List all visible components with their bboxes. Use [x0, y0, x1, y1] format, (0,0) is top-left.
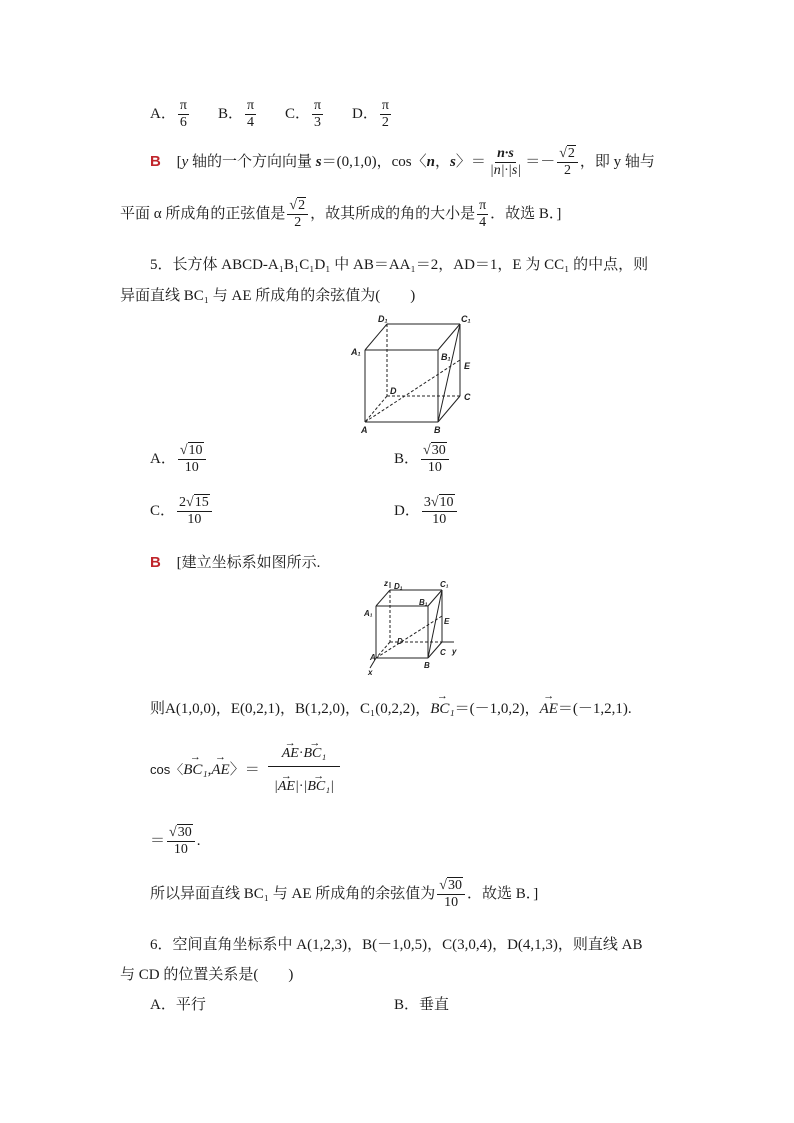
label-d: D: [397, 637, 403, 646]
label-a: A: [361, 425, 368, 435]
label-z: z: [384, 579, 388, 588]
q5-option-b: B． $\frac{√30}{10}$: [394, 443, 451, 476]
q6-stem-line2: 与 CD 的位置关系是( ): [120, 967, 294, 983]
label-a1: A₁: [364, 609, 373, 618]
q5-option-a: A． $\frac{√10}{10}$: [150, 443, 208, 476]
option-label: A．: [150, 105, 176, 122]
answer-letter: B: [150, 554, 161, 571]
cuboid-figure: [345, 312, 480, 437]
fraction: $\frac{\pi}{4}$: [479, 198, 487, 230]
option-label: C．: [285, 105, 311, 122]
label-a: A: [370, 653, 376, 662]
q6-option-b: B．垂直: [394, 997, 450, 1013]
q4-option-c: [285, 98, 325, 131]
q4-answer-line1: B [y 轴的一个方向向量 s＝(0,1,0)，cos〈n，s〉＝ $\frac{n\cdot s}{|n|\cdot|s|}$ ＝－ $\frac{√2}{2}$ ，即 y 轴与: [150, 146, 655, 178]
label-e: E: [444, 617, 450, 626]
q6-stem-line1: 6．空间直角坐标系中 A(1,2,3)，B(－1,0,5)，C(3,0,4)，D(4,1,3)，则直线 AB: [150, 937, 643, 953]
q5-answer-line1: B [建立坐标系如图所示.: [150, 554, 321, 571]
label-b: B: [424, 661, 430, 670]
label-y: y: [452, 647, 457, 656]
q4-option-a: [150, 98, 191, 131]
q5-cos-formula: cos〈→ BC₁,→ AE〉＝ → AE·→ BC₁ → |AE|·→ |BC₁|: [150, 746, 342, 795]
q6-option-a: A．平行: [150, 997, 206, 1013]
label-d1: D₁: [378, 314, 388, 324]
label-b1: B₁: [419, 598, 428, 607]
q4-option-d: [352, 98, 393, 131]
label-a1: A₁: [351, 347, 361, 357]
fraction: $\frac{\pi}{6}$: [179, 98, 187, 130]
q5-stem-line2: 异面直线 BC₁ 与 AE 所成角的余弦值为( ): [120, 288, 416, 304]
fraction: $\frac{\pi}{2}$: [381, 98, 389, 130]
q5-stem-line1: 5．长方体 ABCD-A₁B₁C₁D₁ 中 AB＝AA₁＝2，AD＝1，E 为 CC₁ 的中点，则: [150, 257, 649, 273]
q5-coordinates-line: 则A(1,0,0)，E(0,2,1)，B(1,2,0)，C₁(0,2,2)，→ BC₁＝(－1,0,2)，→ AE＝(－1,2,1).: [150, 697, 632, 718]
q5-option-d: D． $\frac{3√10}{10}$: [394, 495, 459, 528]
label-x: x: [368, 668, 373, 677]
label-c: C: [464, 392, 471, 402]
coordinate-cuboid-figure: [358, 578, 468, 678]
label-c: C: [440, 648, 446, 657]
q5-result: ＝ $\frac{√30}{10}$ .: [150, 825, 201, 857]
label-d: D: [390, 386, 397, 396]
fraction: $\frac{√2}{2}$: [557, 146, 578, 179]
label-d1: D₁: [394, 582, 403, 591]
fraction: $\frac{√2}{2}$: [287, 198, 308, 231]
q4-option-b: [218, 98, 258, 131]
label-e: E: [464, 361, 471, 371]
label-b: B: [434, 425, 441, 435]
fraction: $\frac{\pi}{4}$: [247, 98, 255, 130]
answer-letter: B: [150, 152, 161, 170]
option-label: D．: [352, 105, 378, 122]
label-b1: B₁: [441, 352, 451, 362]
option-label: B．: [218, 105, 244, 122]
fraction: $\frac{n\cdot s}{|n|\cdot|s|}$: [489, 146, 522, 178]
q5-option-c: C． $\frac{2√15}{10}$: [150, 495, 214, 528]
q4-answer-line2: 平面 α 所成角的正弦值是 $\frac{√2}{2}$ ，故其所成的角的大小是 $\frac{\pi}{4}$ ．故选 B．]: [120, 198, 562, 230]
label-c1: C₁: [461, 314, 471, 324]
q5-conclusion: 所以异面直线 BC₁ 与 AE 所成角的余弦值为 $\frac{√30}{10}$ ．故选 B．]: [150, 878, 539, 910]
label-c1: C₁: [440, 580, 449, 589]
fraction: $\frac{\pi}{3}$: [314, 98, 322, 130]
